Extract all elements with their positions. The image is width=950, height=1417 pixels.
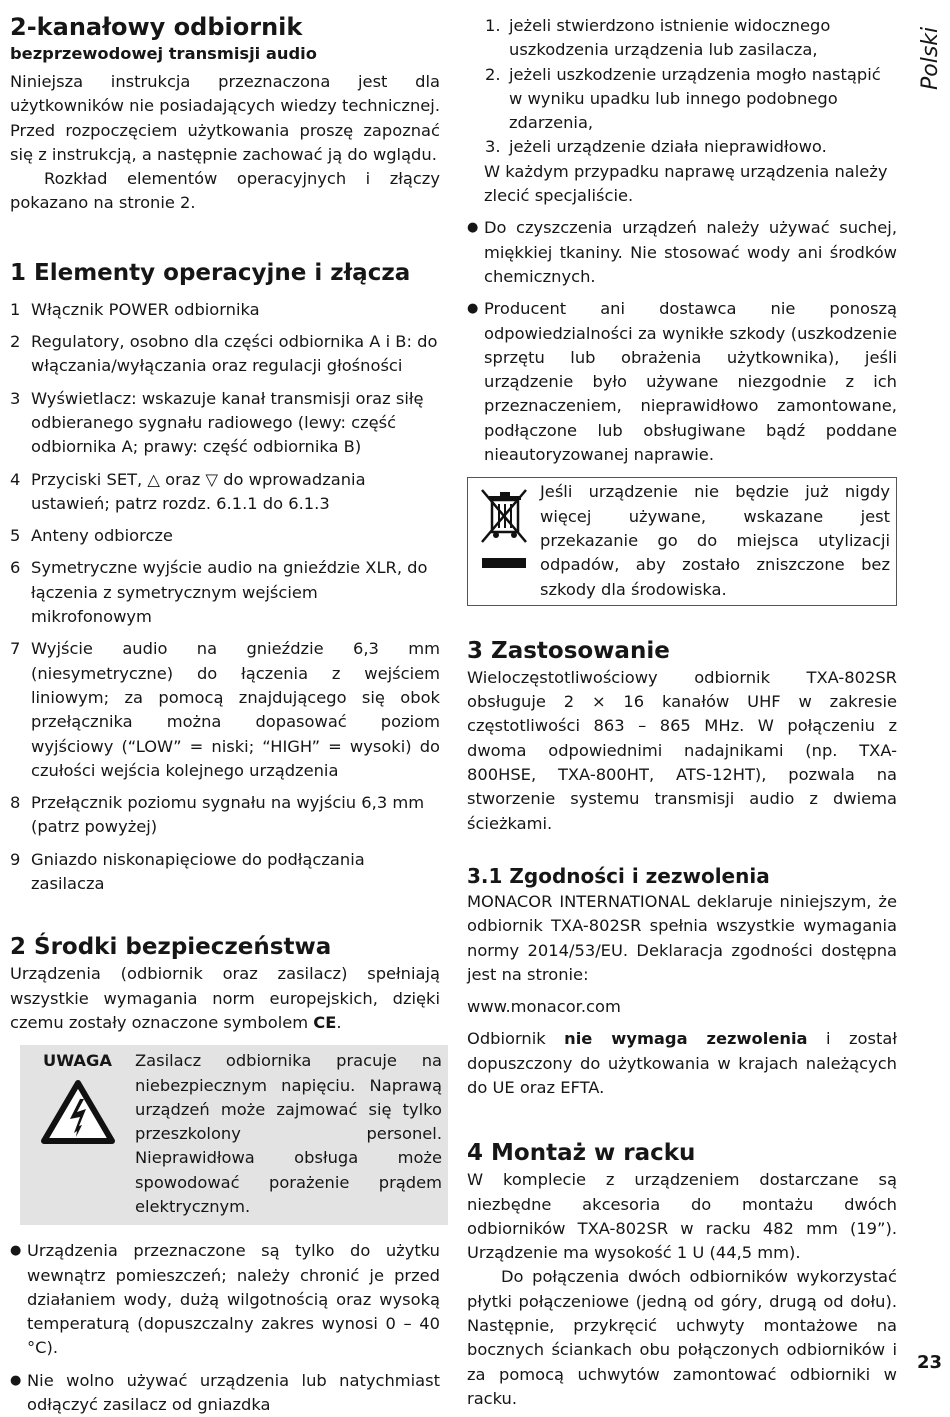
document-subtitle: bezprzewodowej transmisji audio [10,44,317,63]
crossed-bin-icon [478,486,530,572]
page-number: 23 [916,1352,942,1373]
language-label: Polski [918,26,943,90]
list-item: 3. jeżeli urządzenie działa nieprawidłowo. [485,137,827,157]
left-column [10,12,440,1417]
disposal-text: Jeśli urządzenie nie będzie już nigdy więcej używane, wskazane jest przekazanie go do miejsca utylizacji odpadów, aby zostało zniszczone bez szkody dla środowiska. [540,482,890,599]
right-column [467,14,897,1411]
list-item: 7 Wyjście audio na gnieździe 6,3 mm (niesymetryczne) do łączenia z wejściem liniowym; za pomocą znajdującego się obok przełącznika można dopasować poziom wyjściowy (“LOW” = niski; “HIGH” = wysoki) do czułości wejścia kolejnego urządzenia [10,639,440,780]
repair-note: W każdym przypadku naprawę urządzenia należy zlecić specjaliście. [484,161,888,206]
high-voltage-icon [40,1079,116,1145]
document-title: 2-kanałowy odbiornik [10,13,303,41]
disposal-notice [467,477,897,605]
section-3-heading: 3 Zastosowanie [467,637,670,664]
rack-paragraph: W komplecie z urządzeniem dostarczane są niezbędne akcesoria do montażu dwóch odbiorników TXA-802SR w racku 482 mm (19”). Urządzenie ma wysokość 1 U (44,5 mm). [467,1170,897,1263]
list-item: 9 Gniazdo niskonapięciowe do podłączania zasilacza [10,849,365,894]
list-item: 2 Regulatory, osobno dla części odbiornika A i B: do włączania/wyłączania oraz regulacji głośności [10,332,438,376]
section-1-heading: 1 Elementy operacyjne i złącza [10,259,411,286]
manufacturer-url: www.monacor.com [467,997,621,1017]
conformity-paragraph: MONACOR INTERNATIONAL deklaruje niniejszym, że odbiornik TXA-802SR spełnia wszystkie wymagania normy 2014/53/EU. Deklaracja zgodności dostępna jest na stronie: [467,891,897,984]
bullet-item: ● Urządzenia przeznaczone są tylko do użytku wewnątrz pomieszczeń; należy chronić je przed działaniem wody, dużą wilgotnością oraz wysoką temperaturą (dopuszczalny zakres wynosi 0 – 40 °C). [10,1241,440,1358]
list-item: 6 Symetryczne wyjście audio na gnieździe XLR, do łączenia z symetrycznym wejściem mikrofonowym [10,558,428,627]
application-paragraph: Wieloczęstotliwościowy odbiornik TXA-802SR obsługuje 2 × 16 kanałów UHF w zakresie częstotliwości 863 – 865 MHz. W połączeniu z dwoma odpowiednimi nadajnikami (np. TXA-800HSE, TXA-800HT, ATS-12HT), pozwala na stworzenie systemu transmisji audio z dwiema ścieżkami. [467,667,897,833]
list-item: 4 Przyciski SET, △ oraz ▽ do wprowadzania ustawień; patrz rozdz. 6.1.1 do 6.1.3 [10,469,366,513]
condition-list [467,14,897,160]
ce-paragraph: Urządzenia (odbiornik oraz zasilacz) spełniają wszystkie wymagania norm europejskich, dzięki czemu zostały oznaczone symbolem CE. [10,964,440,1032]
intro-paragraph: Niniejsza instrukcja przeznaczona jest dla użytkowników nie posiadających wiedzy technicznej. Przed rozpoczęciem użytkowania proszę zapoznać się z instrukcją, a następnie zachować ją do wglądu. [10,72,440,164]
ce-mark: CE [313,1012,337,1032]
list-item: 1 Włącznik POWER odbiornika [10,299,260,319]
section-4-heading: 4 Montaż w racku [467,1140,696,1167]
elements-list [10,298,440,897]
list-item: 5 Anteny odbiorcze [10,526,173,546]
rack-paragraph-2: Do połączenia dwóch odbiorników wykorzystać płytki połączeniowe (jedną od góry, drugą od dołu). Następnie, przykręcić uchwyty montażowe na bocznych ściankach obu połączonych odbiorników i za pomocą uchwytów zamontować odbiorniki w racku. [467,1267,897,1408]
list-item: 1. jeżeli stwierdzono istnienie widocznego uszkodzenia urządzenia lub zasilacza, [485,16,831,60]
bullet-item: ● Producent ani dostawca nie ponoszą odpowiedzialności za wynikłe szkody (uszkodzenie sprzętu lub obrażenia użytkownika), jeśli urządzenie było używane niezgodnie z ich przeznaczeniem, nieprawidłowo zamontowane, podłączone lub obsługiwane bądź poddane nieautoryzowanej naprawie. [467,299,897,465]
language-tab [914,10,944,100]
warning-box [20,1045,448,1225]
bullet-item: ● Nie wolno używać urządzenia lub natychmiast odłączyć zasilacz od gniazdka [10,1370,440,1415]
intro-paragraph-2: Rozkład elementów operacyjnych i złączy pokazano na stronie 2. [10,169,440,213]
warning-text: Zasilacz odbiornika pracuje na niebezpiecznym napięciu. Naprawą urządzeń może zajmować się tylko przeszkolony personel. Nieprawidłowa obsługa może spowodować porażenie prądem elektrycznym. [135,1051,442,1216]
permit-paragraph: Odbiornik nie wymaga zezwolenia i został dopuszczony do użytkowania w krajach należących do UE oraz EFTA. [467,1029,897,1097]
list-item: 2. jeżeli uszkodzenie urządzenia mogło nastąpić w wyniku upadku lub innego podobnego zdarzenia, [485,64,881,133]
warning-label: UWAGA [42,1051,112,1071]
section-2-heading: 2 Środki bezpieczeństwa [10,934,332,961]
list-item: 8 Przełącznik poziomu sygnału na wyjściu 6,3 mm (patrz powyżej) [10,793,425,837]
list-item: 3 Wyświetlacz: wskazuje kanał transmisji oraz siłę odbieranego sygnału radiowego (lewy: część odbiornika A; prawy: część odbiornika B) [10,388,424,457]
section-3-1-heading: 3.1 Zgodności i zezwolenia [467,863,770,888]
bullet-item: ● Do czyszczenia urządzeń należy używać suchej, miękkiej tkaniny. Nie stosować wody ani środków chemicznych. [467,218,897,286]
